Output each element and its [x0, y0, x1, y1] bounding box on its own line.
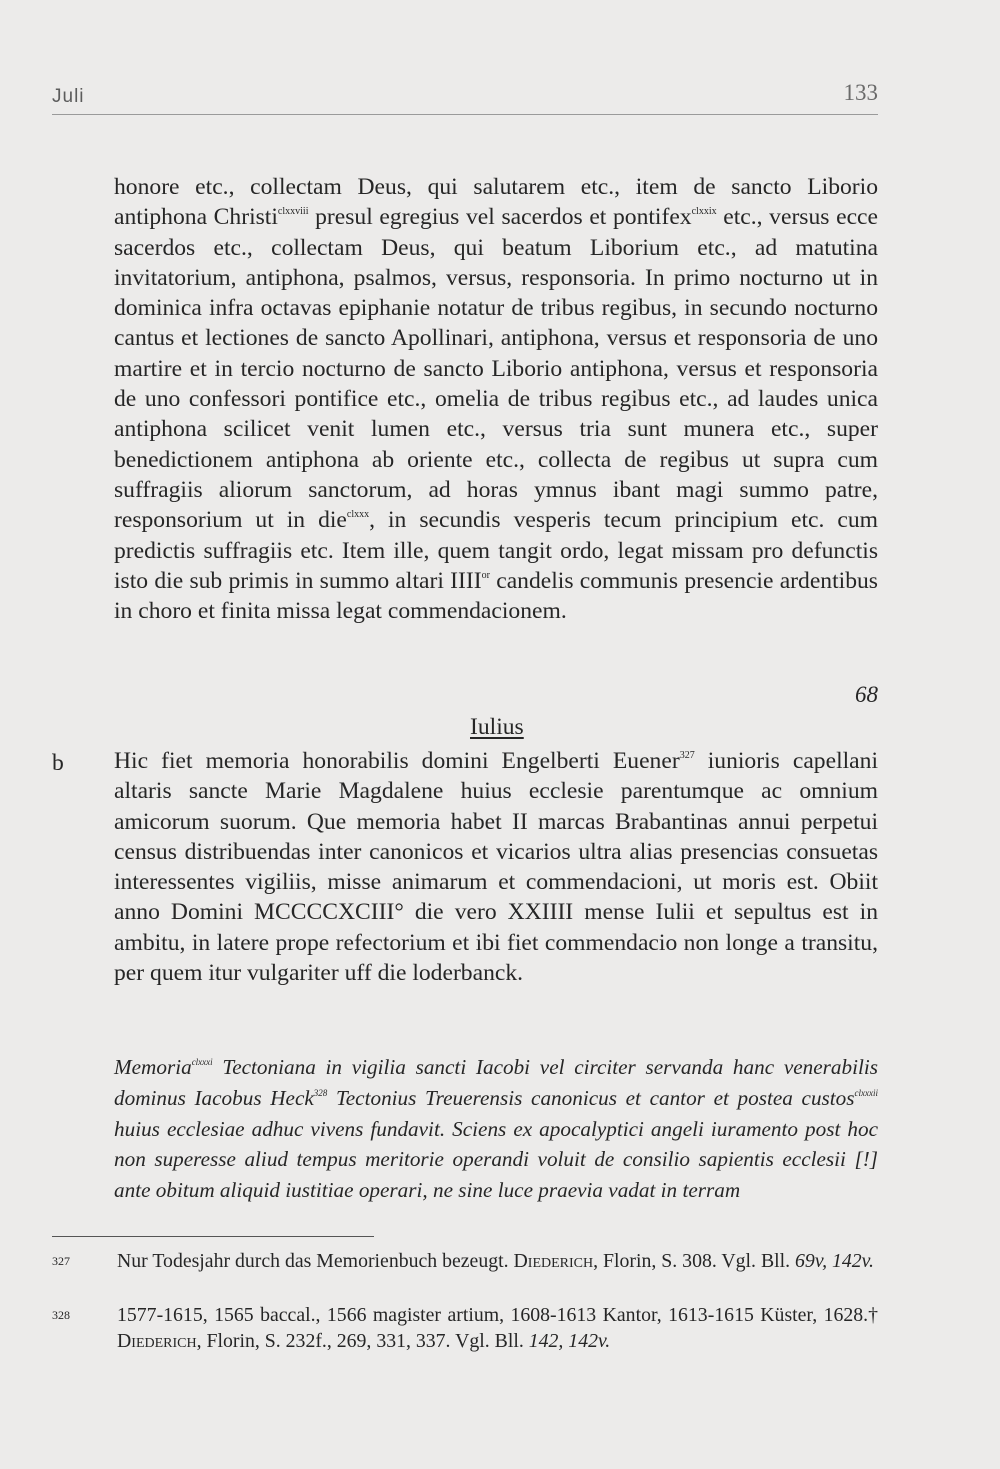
- text-run: , Florin, S. 232f., 269, 331, 337. Vgl. Bll.: [196, 1330, 529, 1352]
- superscript-mark: or: [481, 569, 490, 581]
- superscript-mark: 327: [679, 750, 695, 761]
- margin-letter: b: [52, 750, 64, 776]
- paragraph-text: [114, 172, 878, 626]
- text-run: , in secundis vesperis tecum principium etc. cum predictis suffragiis etc. Item ille, quem tangit ordo, legat missam pro defunctis isto die sub primis in summo altari IIII: [114, 507, 878, 594]
- text-run: huius ecclesiae adhuc vivens fundavit. Sciens ex apocalyptici angeli iuramento post hoc non superesse aliud tempus meritorie operandi voluit de consilio sapientis ecclesii [!] ante obitum aliquid iustitiae operari, ne sine luce praevia vadat in terram: [114, 1116, 878, 1203]
- superscript-mark: clxxix: [691, 206, 717, 218]
- text-run: iunioris capellani altaris sancte Marie Magdalene huius ecclesie parentumque ac omnium amicorum suorum. Que memoria habet II marcas Brabantinas annui perpetui census distribuendas inter canonicos et vicarios ultra alias presencias consuetas interessentes vigiliis, misse animarum et commendacioni, ut moris est. Obiit anno Domini MCCCCXCIII° die vero XXIIII mense Iulii et sepultus est in ambitu, in latere prope refectorium et ibi fiet commendacio non longe a transitu, per quem itur vulgariter uff die loderbanck.: [114, 748, 879, 987]
- superscript-mark: 328: [313, 1087, 328, 1098]
- text-run: , Florin, S. 308. Vgl. Bll.: [593, 1250, 796, 1272]
- text-run: Nur Todesjahr durch das Memorienbuch bezeugt.: [117, 1250, 514, 1272]
- page-number: 133: [843, 80, 878, 105]
- text-run: presul egregius vel sacerdos et pontifex: [308, 204, 692, 231]
- footnote-number: 327: [52, 1254, 70, 1268]
- text-run: 1577-1615, 1565 baccal., 1566 magister artium, 1608-1613 Kantor, 1613-1615 Küster, 1628.: [117, 1304, 869, 1326]
- dagger-symbol: †: [868, 1304, 878, 1326]
- footnote: [52, 1248, 878, 1274]
- superscript-mark: clxxviii: [277, 206, 309, 218]
- text-run: honore etc., collectam Deus, qui salutarem etc., item de sancto Liborio antiphona Christi: [114, 174, 878, 231]
- text-run: Hic fiet memoria honorabilis domini Engelberti Euener: [114, 748, 680, 774]
- paragraph-memoria-euener: [114, 746, 878, 988]
- footnote-rule: [52, 1236, 374, 1237]
- footnote-body: [117, 1302, 878, 1354]
- text-run: Tectonius Treuerensis canonicus et cantor et postea custos: [327, 1085, 855, 1110]
- footnote-number: 328: [52, 1308, 70, 1322]
- folio-reference: 142, 142v.: [528, 1330, 611, 1352]
- text-run: etc., versus ecce sacerdos etc., collectam Deus, qui beatum Liborium etc., ad matutina invitatorium, antiphona, psalmos, versus, responsoria. In primo nocturno ut in dominica infra octavas epiphanie notatur de tribus regibus, in secundo nocturno cantus et lectiones de sancto Apollinari, antiphona, versus et responsoria de uno martire et in tercio nocturno de sancto Liborio antiphona, versus et responsoria de uno confessori pontifice etc., omelia de tribus regibus etc., ad laudes unica antiphona scilicet venit lumen etc., versus tria sunt munera etc., super benedictionem antiphona ab oriente etc., collecta de regibus ut supra cum suffragiis aliorum sanctorum, ad horas ymnus ibant magi summo patre, responsorium ut in die: [114, 204, 878, 534]
- paragraph-text: [114, 1052, 878, 1206]
- superscript-mark: clxxxi: [191, 1057, 213, 1067]
- entry-number: 68: [855, 682, 878, 707]
- footnote-text: [117, 1248, 878, 1274]
- superscript-mark: clxxxii: [854, 1087, 878, 1098]
- author-name: Diederich: [117, 1330, 197, 1352]
- footnote-text: [117, 1304, 868, 1352]
- text-run: candelis communis presencie ardentibus in choro et finita missa legat commendacionem.: [114, 567, 878, 625]
- author-name: Diederich: [513, 1250, 594, 1272]
- superscript-mark: clxxx: [346, 509, 370, 521]
- header-rule: [52, 114, 878, 115]
- month-heading: Iulius: [470, 714, 524, 740]
- folio-reference: 69v, 142v.: [795, 1250, 874, 1272]
- paragraph-liturgy: [114, 172, 878, 626]
- text-run: Tectoniana in vigilia sancti Iacobi vel circiter servanda hanc venerabilis dominus Iacobus Heck: [114, 1055, 878, 1110]
- footnote: [52, 1302, 878, 1354]
- paragraph-text: [114, 746, 878, 988]
- text-run: Memoria: [114, 1055, 192, 1079]
- running-header-title: Juli: [52, 86, 85, 107]
- paragraph-memoria-tectoniana: [114, 1052, 878, 1206]
